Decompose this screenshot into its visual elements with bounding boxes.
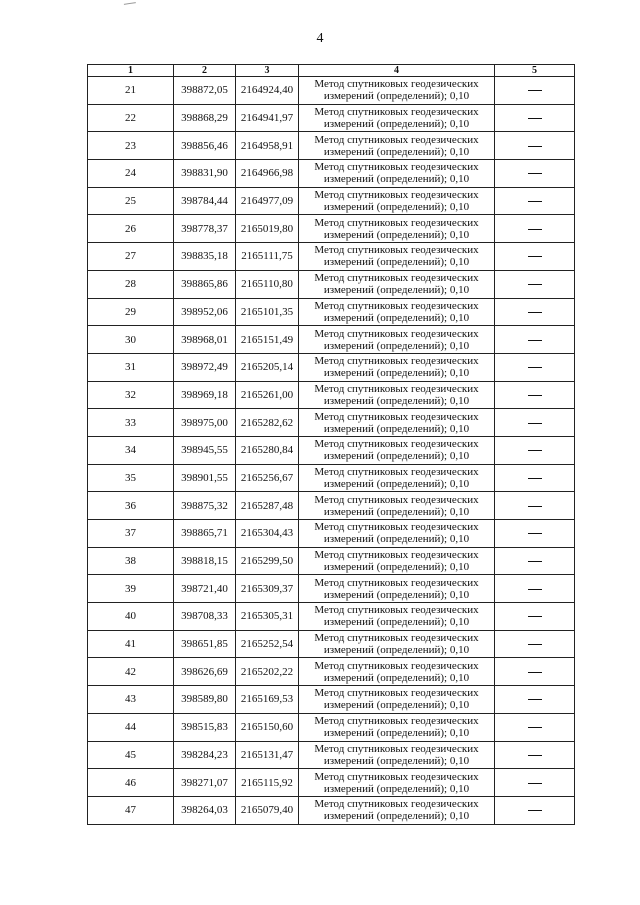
method-line-1: Метод спутниковых геодезических bbox=[314, 244, 479, 257]
table-row bbox=[88, 713, 575, 741]
point-number: 38 bbox=[88, 547, 174, 575]
method-line-1: Метод спутниковых геодезических bbox=[314, 382, 479, 395]
method-line-2: измерений (определений); 0,10 bbox=[323, 311, 470, 324]
coordinate-x: 398515,83 bbox=[174, 713, 236, 741]
method-line-2: измерений (определений); 0,10 bbox=[323, 228, 470, 241]
dash-mark bbox=[528, 644, 542, 645]
method-line-1: Метод спутниковых геодезических bbox=[314, 410, 479, 423]
table-row bbox=[88, 77, 575, 105]
method-description bbox=[299, 132, 495, 160]
dash-mark bbox=[528, 146, 542, 147]
empty-marker-cell bbox=[495, 104, 575, 132]
coordinate-y: 2165309,37 bbox=[236, 575, 299, 603]
coordinate-x: 398264,03 bbox=[174, 796, 236, 824]
coordinate-y: 2165252,54 bbox=[236, 630, 299, 658]
empty-marker-cell bbox=[495, 520, 575, 548]
method-line-1: Метод спутниковых геодезических bbox=[314, 78, 479, 91]
method-line-1: Метод спутниковых геодезических bbox=[314, 493, 479, 506]
point-number: 21 bbox=[88, 77, 174, 105]
method-line-1: Метод спутниковых геодезических bbox=[314, 632, 479, 645]
coordinate-y: 2165101,35 bbox=[236, 298, 299, 326]
empty-marker-cell bbox=[495, 381, 575, 409]
table-row bbox=[88, 686, 575, 714]
coordinate-y: 2164958,91 bbox=[236, 132, 299, 160]
column-header-3: 3 bbox=[236, 65, 299, 77]
empty-marker-cell bbox=[495, 464, 575, 492]
method-line-2: измерений (определений); 0,10 bbox=[323, 450, 470, 463]
method-line-1: Метод спутниковых геодезических bbox=[314, 216, 479, 229]
coordinate-y: 2164941,97 bbox=[236, 104, 299, 132]
coordinate-x: 398868,29 bbox=[174, 104, 236, 132]
method-description bbox=[299, 270, 495, 298]
coordinate-x: 398784,44 bbox=[174, 187, 236, 215]
coordinate-x: 398626,69 bbox=[174, 658, 236, 686]
point-number: 33 bbox=[88, 409, 174, 437]
empty-marker-cell bbox=[495, 298, 575, 326]
method-line-1: Метод спутниковых геодезических bbox=[314, 687, 479, 700]
dash-mark bbox=[528, 229, 542, 230]
method-line-1: Метод спутниковых геодезических bbox=[314, 272, 479, 285]
method-description bbox=[299, 436, 495, 464]
table-row bbox=[88, 132, 575, 160]
point-number: 36 bbox=[88, 492, 174, 520]
method-line-2: измерений (определений); 0,10 bbox=[323, 173, 470, 186]
method-description bbox=[299, 713, 495, 741]
method-description bbox=[299, 298, 495, 326]
coordinate-y: 2164977,09 bbox=[236, 187, 299, 215]
empty-marker-cell bbox=[495, 77, 575, 105]
coordinate-y: 2164966,98 bbox=[236, 160, 299, 188]
point-number: 28 bbox=[88, 270, 174, 298]
dash-mark bbox=[528, 589, 542, 590]
table-row bbox=[88, 520, 575, 548]
coordinate-x: 398284,23 bbox=[174, 741, 236, 769]
coordinate-y: 2165019,80 bbox=[236, 215, 299, 243]
empty-marker-cell bbox=[495, 436, 575, 464]
empty-marker-cell bbox=[495, 353, 575, 381]
empty-marker-cell bbox=[495, 243, 575, 271]
table-row bbox=[88, 381, 575, 409]
method-description bbox=[299, 741, 495, 769]
dash-mark bbox=[528, 450, 542, 451]
point-number: 26 bbox=[88, 215, 174, 243]
coordinate-x: 398589,80 bbox=[174, 686, 236, 714]
method-description bbox=[299, 575, 495, 603]
method-line-2: измерений (определений); 0,10 bbox=[323, 727, 470, 740]
table-row bbox=[88, 492, 575, 520]
coordinate-y: 2165169,53 bbox=[236, 686, 299, 714]
coordinate-y: 2165111,75 bbox=[236, 243, 299, 271]
method-description bbox=[299, 547, 495, 575]
coordinate-x: 398901,55 bbox=[174, 464, 236, 492]
empty-marker-cell bbox=[495, 409, 575, 437]
coordinate-y: 2165280,84 bbox=[236, 436, 299, 464]
coordinate-y: 2165202,22 bbox=[236, 658, 299, 686]
method-description bbox=[299, 686, 495, 714]
table-row bbox=[88, 270, 575, 298]
coordinate-x: 398969,18 bbox=[174, 381, 236, 409]
dash-mark bbox=[528, 367, 542, 368]
dash-mark bbox=[528, 755, 542, 756]
method-line-1: Метод спутниковых геодезических bbox=[314, 133, 479, 146]
method-description bbox=[299, 187, 495, 215]
dash-mark bbox=[528, 810, 542, 811]
method-line-1: Метод спутниковых геодезических bbox=[314, 106, 479, 119]
empty-marker-cell bbox=[495, 796, 575, 824]
dash-mark bbox=[528, 312, 542, 313]
point-number: 47 bbox=[88, 796, 174, 824]
coordinate-y: 2165305,31 bbox=[236, 603, 299, 631]
column-header-1: 1 bbox=[88, 65, 174, 77]
point-number: 45 bbox=[88, 741, 174, 769]
page-number: 4 bbox=[316, 31, 324, 46]
method-line-2: измерений (определений); 0,10 bbox=[323, 505, 470, 518]
method-description bbox=[299, 796, 495, 824]
method-line-2: измерений (определений); 0,10 bbox=[323, 699, 470, 712]
point-number: 42 bbox=[88, 658, 174, 686]
point-number: 39 bbox=[88, 575, 174, 603]
coordinate-x: 398721,40 bbox=[174, 575, 236, 603]
method-line-2: измерений (определений); 0,10 bbox=[323, 394, 470, 407]
coordinate-x: 398872,05 bbox=[174, 77, 236, 105]
dash-mark bbox=[528, 506, 542, 507]
dash-mark bbox=[528, 783, 542, 784]
empty-marker-cell bbox=[495, 658, 575, 686]
table-row bbox=[88, 796, 575, 824]
coordinate-y: 2165110,80 bbox=[236, 270, 299, 298]
method-description bbox=[299, 520, 495, 548]
empty-marker-cell bbox=[495, 160, 575, 188]
method-description bbox=[299, 769, 495, 797]
point-number: 41 bbox=[88, 630, 174, 658]
method-line-2: измерений (определений); 0,10 bbox=[323, 754, 470, 767]
method-line-1: Метод спутниковых геодезических bbox=[314, 189, 479, 202]
coordinate-x: 398835,18 bbox=[174, 243, 236, 271]
dash-mark bbox=[528, 340, 542, 341]
method-line-1: Метод спутниковых геодезических bbox=[314, 770, 479, 783]
coordinate-x: 398651,85 bbox=[174, 630, 236, 658]
coordinate-y: 2165131,47 bbox=[236, 741, 299, 769]
coordinate-x: 398875,32 bbox=[174, 492, 236, 520]
empty-marker-cell bbox=[495, 187, 575, 215]
coordinate-x: 398945,55 bbox=[174, 436, 236, 464]
method-line-2: измерений (определений); 0,10 bbox=[323, 782, 470, 795]
coordinate-y: 2165304,43 bbox=[236, 520, 299, 548]
empty-marker-cell bbox=[495, 547, 575, 575]
coordinate-y: 2165256,67 bbox=[236, 464, 299, 492]
table-row bbox=[88, 741, 575, 769]
point-number: 32 bbox=[88, 381, 174, 409]
table-row bbox=[88, 104, 575, 132]
table-row bbox=[88, 575, 575, 603]
scan-mark bbox=[124, 2, 136, 7]
method-line-2: измерений (определений); 0,10 bbox=[323, 616, 470, 629]
method-line-2: измерений (определений); 0,10 bbox=[323, 256, 470, 269]
dash-mark bbox=[528, 561, 542, 562]
point-number: 30 bbox=[88, 326, 174, 354]
table-row bbox=[88, 464, 575, 492]
coordinate-x: 398952,06 bbox=[174, 298, 236, 326]
method-line-1: Метод спутниковых геодезических bbox=[314, 438, 479, 451]
dash-mark bbox=[528, 699, 542, 700]
point-number: 25 bbox=[88, 187, 174, 215]
empty-marker-cell bbox=[495, 603, 575, 631]
method-line-1: Метод спутниковых геодезических bbox=[314, 355, 479, 368]
empty-marker-cell bbox=[495, 492, 575, 520]
point-number: 29 bbox=[88, 298, 174, 326]
method-line-2: измерений (определений); 0,10 bbox=[323, 367, 470, 380]
empty-marker-cell bbox=[495, 270, 575, 298]
coordinate-x: 398708,33 bbox=[174, 603, 236, 631]
table-row bbox=[88, 409, 575, 437]
point-number: 27 bbox=[88, 243, 174, 271]
coordinates-table bbox=[87, 64, 575, 825]
method-line-1: Метод спутниковых геодезических bbox=[314, 327, 479, 340]
coordinate-x: 398865,86 bbox=[174, 270, 236, 298]
method-line-2: измерений (определений); 0,10 bbox=[323, 671, 470, 684]
empty-marker-cell bbox=[495, 769, 575, 797]
method-line-1: Метод спутниковых геодезических bbox=[314, 715, 479, 728]
coordinate-y: 2165299,50 bbox=[236, 547, 299, 575]
coordinate-x: 398831,90 bbox=[174, 160, 236, 188]
empty-marker-cell bbox=[495, 215, 575, 243]
dash-mark bbox=[528, 423, 542, 424]
dash-mark bbox=[528, 672, 542, 673]
method-description bbox=[299, 215, 495, 243]
method-description bbox=[299, 77, 495, 105]
column-header-4: 4 bbox=[299, 65, 495, 77]
coordinate-x: 398972,49 bbox=[174, 353, 236, 381]
method-line-2: измерений (определений); 0,10 bbox=[323, 810, 470, 823]
table-row bbox=[88, 436, 575, 464]
method-line-2: измерений (определений); 0,10 bbox=[323, 90, 470, 103]
coordinate-y: 2165205,14 bbox=[236, 353, 299, 381]
column-header-5: 5 bbox=[495, 65, 575, 77]
coordinate-y: 2165151,49 bbox=[236, 326, 299, 354]
method-description bbox=[299, 381, 495, 409]
table-row bbox=[88, 603, 575, 631]
coordinate-y: 2165282,62 bbox=[236, 409, 299, 437]
dash-mark bbox=[528, 284, 542, 285]
table-row bbox=[88, 187, 575, 215]
method-line-1: Метод спутниковых геодезических bbox=[314, 659, 479, 672]
table-row bbox=[88, 658, 575, 686]
point-number: 24 bbox=[88, 160, 174, 188]
table-row bbox=[88, 215, 575, 243]
method-line-2: измерений (определений); 0,10 bbox=[323, 118, 470, 131]
point-number: 34 bbox=[88, 436, 174, 464]
method-line-2: измерений (определений); 0,10 bbox=[323, 422, 470, 435]
empty-marker-cell bbox=[495, 575, 575, 603]
method-line-1: Метод спутниковых геодезических bbox=[314, 742, 479, 755]
coordinate-x: 398975,00 bbox=[174, 409, 236, 437]
table-header-row bbox=[88, 65, 575, 77]
point-number: 22 bbox=[88, 104, 174, 132]
coordinate-x: 398968,01 bbox=[174, 326, 236, 354]
dash-mark bbox=[528, 118, 542, 119]
coordinate-x: 398856,46 bbox=[174, 132, 236, 160]
point-number: 37 bbox=[88, 520, 174, 548]
method-description bbox=[299, 353, 495, 381]
dash-mark bbox=[528, 90, 542, 91]
method-description bbox=[299, 160, 495, 188]
dash-mark bbox=[528, 395, 542, 396]
method-description bbox=[299, 326, 495, 354]
point-number: 44 bbox=[88, 713, 174, 741]
method-line-1: Метод спутниковых геодезических bbox=[314, 521, 479, 534]
table-row bbox=[88, 769, 575, 797]
method-line-2: измерений (определений); 0,10 bbox=[323, 644, 470, 657]
empty-marker-cell bbox=[495, 741, 575, 769]
table-row bbox=[88, 630, 575, 658]
method-line-2: измерений (определений); 0,10 bbox=[323, 588, 470, 601]
empty-marker-cell bbox=[495, 713, 575, 741]
table-row bbox=[88, 547, 575, 575]
empty-marker-cell bbox=[495, 132, 575, 160]
coordinate-x: 398271,07 bbox=[174, 769, 236, 797]
table-row bbox=[88, 160, 575, 188]
table-row bbox=[88, 243, 575, 271]
point-number: 40 bbox=[88, 603, 174, 631]
table-row bbox=[88, 326, 575, 354]
method-line-1: Метод спутниковых геодезических bbox=[314, 549, 479, 562]
method-line-2: измерений (определений); 0,10 bbox=[323, 533, 470, 546]
method-line-2: измерений (определений); 0,10 bbox=[323, 145, 470, 158]
coordinate-y: 2165261,00 bbox=[236, 381, 299, 409]
coordinate-y: 2165150,60 bbox=[236, 713, 299, 741]
method-line-1: Метод спутниковых геодезических bbox=[314, 604, 479, 617]
method-line-1: Метод спутниковых геодезических bbox=[314, 299, 479, 312]
point-number: 46 bbox=[88, 769, 174, 797]
coordinate-y: 2165079,40 bbox=[236, 796, 299, 824]
method-line-2: измерений (определений); 0,10 bbox=[323, 284, 470, 297]
coordinate-y: 2165287,48 bbox=[236, 492, 299, 520]
method-line-1: Метод спутниковых геодезических bbox=[314, 465, 479, 478]
point-number: 23 bbox=[88, 132, 174, 160]
method-description bbox=[299, 603, 495, 631]
method-description bbox=[299, 630, 495, 658]
coordinate-x: 398818,15 bbox=[174, 547, 236, 575]
method-line-1: Метод спутниковых геодезических bbox=[314, 798, 479, 811]
dash-mark bbox=[528, 173, 542, 174]
method-line-1: Метод спутниковых геодезических bbox=[314, 576, 479, 589]
method-description bbox=[299, 464, 495, 492]
empty-marker-cell bbox=[495, 630, 575, 658]
empty-marker-cell bbox=[495, 686, 575, 714]
coordinate-y: 2165115,92 bbox=[236, 769, 299, 797]
dash-mark bbox=[528, 478, 542, 479]
method-description bbox=[299, 658, 495, 686]
table-body bbox=[88, 77, 575, 825]
coordinate-y: 2164924,40 bbox=[236, 77, 299, 105]
method-description bbox=[299, 492, 495, 520]
method-line-2: измерений (определений); 0,10 bbox=[323, 201, 470, 214]
method-description bbox=[299, 104, 495, 132]
point-number: 35 bbox=[88, 464, 174, 492]
method-description bbox=[299, 243, 495, 271]
empty-marker-cell bbox=[495, 326, 575, 354]
column-header-2: 2 bbox=[174, 65, 236, 77]
method-line-2: измерений (определений); 0,10 bbox=[323, 339, 470, 352]
point-number: 43 bbox=[88, 686, 174, 714]
coordinate-x: 398778,37 bbox=[174, 215, 236, 243]
method-line-1: Метод спутниковых геодезических bbox=[314, 161, 479, 174]
point-number: 31 bbox=[88, 353, 174, 381]
method-description bbox=[299, 409, 495, 437]
method-line-2: измерений (определений); 0,10 bbox=[323, 561, 470, 574]
table-row bbox=[88, 298, 575, 326]
dash-mark bbox=[528, 727, 542, 728]
dash-mark bbox=[528, 533, 542, 534]
dash-mark bbox=[528, 616, 542, 617]
table-row bbox=[88, 353, 575, 381]
dash-mark bbox=[528, 256, 542, 257]
coordinate-x: 398865,71 bbox=[174, 520, 236, 548]
method-line-2: измерений (определений); 0,10 bbox=[323, 477, 470, 490]
dash-mark bbox=[528, 201, 542, 202]
